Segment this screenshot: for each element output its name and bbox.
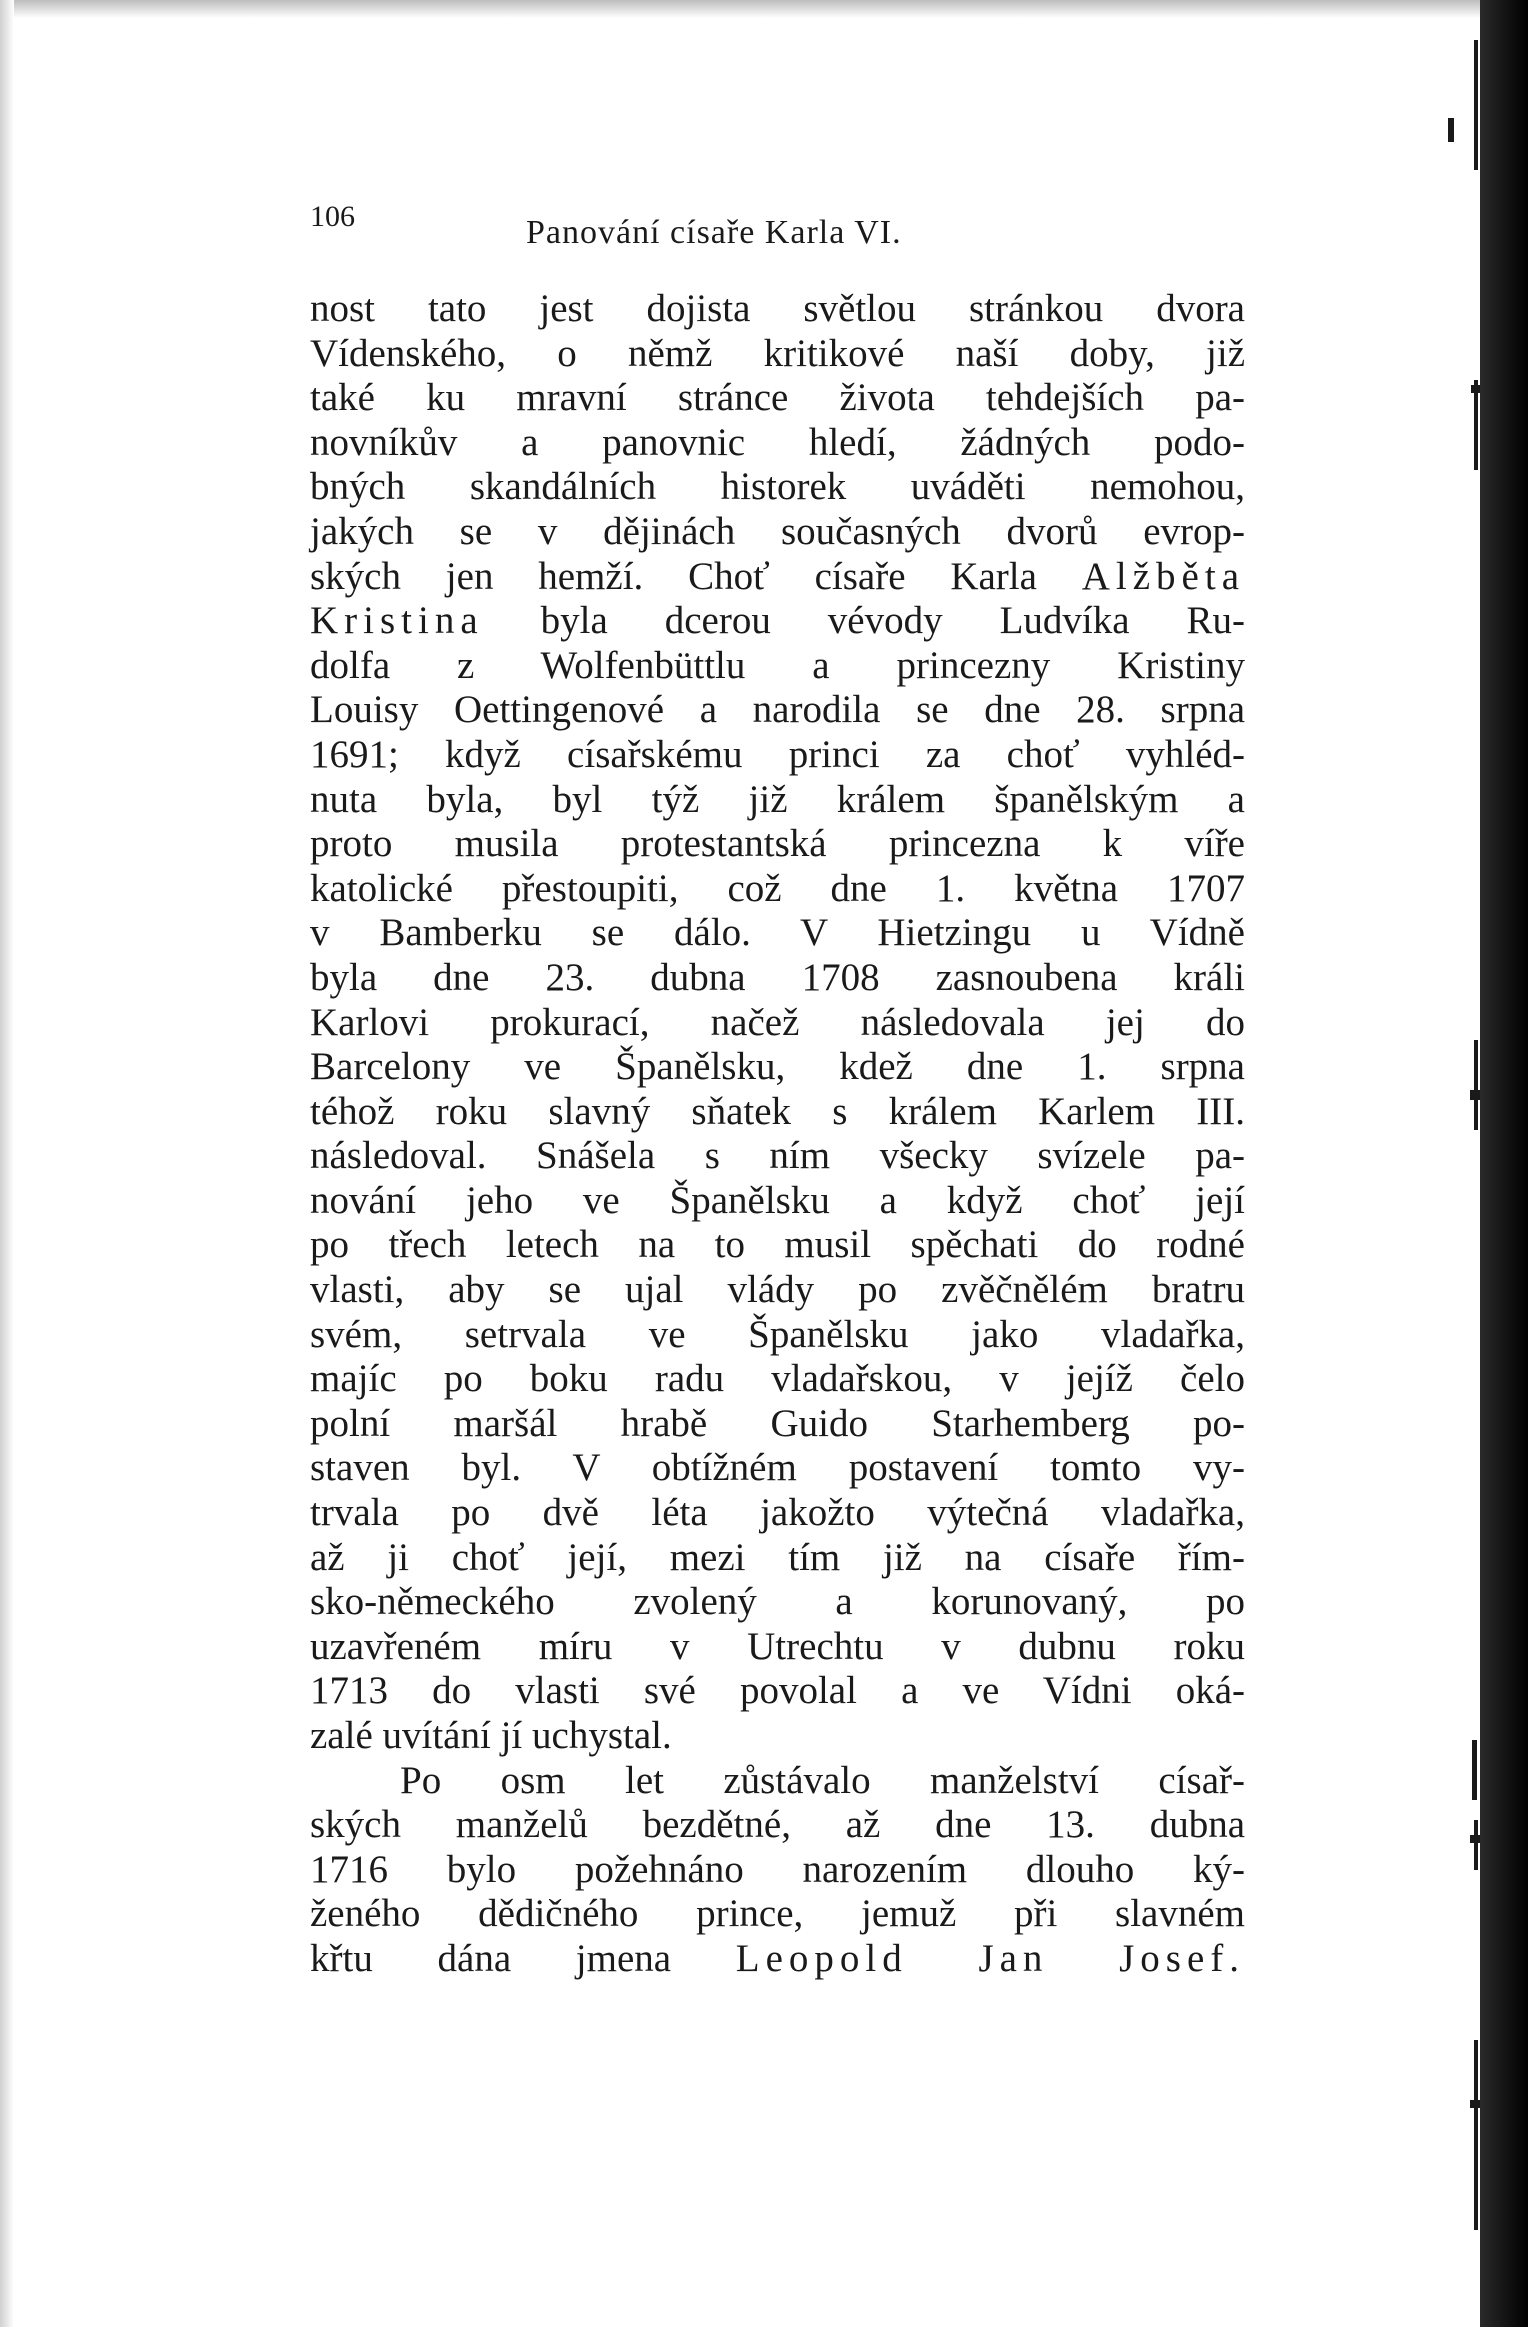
spaced-name: Leopold Jan Josef.	[735, 1936, 1246, 1980]
scan-margin-mark	[1470, 2100, 1480, 2108]
text-line: bných skandálních historek uváděti nemohou,	[310, 465, 1245, 509]
text-line: 1713 do vlasti své povolal a ve Vídni oká-	[310, 1669, 1245, 1713]
text-line: Karlovi prokurací, načež následovala jej do	[310, 1000, 1245, 1044]
scan-dark-edge	[1480, 0, 1528, 2327]
text-line: novníkův a panovnic hledí, žádných podo-	[310, 420, 1245, 464]
scan-margin-mark	[1472, 1740, 1477, 1800]
scan-margin-mark	[1474, 40, 1478, 170]
text-line: nuta byla, byl týž již králem španělským a	[310, 777, 1245, 821]
scan-left-shadow	[0, 0, 14, 2327]
text-line	[310, 599, 1245, 644]
scan-margin-mark	[1474, 1040, 1478, 1130]
text-line: 1691; když císařskému princi za choť vyhléd-	[310, 732, 1245, 776]
text-line: až ji choť její, mezi tím již na císaře řím-	[310, 1535, 1245, 1579]
scan-margin-mark	[1448, 118, 1454, 142]
text-line: Vídenského, o němž kritikové naší doby, již	[310, 331, 1245, 375]
text-line: katolické přestoupiti, což dne 1. května 1707	[310, 866, 1245, 910]
text-line: jakých se v dějinách současných dvorů evrop-	[310, 509, 1245, 553]
text-line	[310, 555, 1245, 600]
text-line: byla dne 23. dubna 1708 zasnoubena králi	[310, 955, 1245, 999]
text-line: zalé uvítání jí uchystal.	[310, 1714, 672, 1757]
text-line: trvala po dvě léta jakožto výtečná vladařka,	[310, 1491, 1245, 1535]
scan-margin-mark	[1470, 1090, 1480, 1100]
page-number: 106	[310, 200, 355, 233]
scan-margin-mark	[1470, 1835, 1480, 1843]
text-fragment: křtu dána jmena	[310, 1936, 672, 1980]
running-title: Panování císaře Karla VI.	[526, 214, 902, 251]
text-line: téhož roku slavný sňatek s králem Karlem III.	[310, 1089, 1245, 1133]
text-line: svém, setrvala ve Španělsku jako vladařka,	[310, 1312, 1245, 1356]
text-line: vlasti, aby se ujal vlády po zvěčnělém bratru	[310, 1268, 1245, 1312]
scan-margin-mark	[1471, 385, 1480, 393]
text-line: Louisy Oettingenové a narodila se dne 28. srpna	[310, 688, 1245, 732]
text-line	[310, 1937, 1245, 1982]
scan-top-shadow	[0, 0, 1480, 18]
text-line: také ku mravní stránce života tehdejších pa-	[310, 376, 1245, 420]
text-line: nost tato jest dojista světlou stránkou dvora	[310, 287, 1245, 330]
text-line: Barcelony ve Španělsku, kdež dne 1. srpna	[310, 1045, 1245, 1089]
text-line: staven byl. V obtížném postavení tomto vy-	[310, 1446, 1245, 1490]
text-line: ských manželů bezdětné, až dne 13. dubna	[310, 1803, 1245, 1847]
text-line: po třech letech na to musil spěchati do rodné	[310, 1223, 1245, 1267]
spaced-name: Kristina	[310, 599, 484, 643]
text-line: sko-německého zvolený a korunovaný, po	[310, 1580, 1245, 1624]
text-line: nování jeho ve Španělsku a když choť její	[310, 1178, 1245, 1222]
text-line: 1716 bylo požehnáno narozením dlouho ký-	[310, 1847, 1245, 1891]
scan-margin-mark	[1474, 2040, 1478, 2230]
text-fragment: byla dcerou vévody Ludvíka Ru-	[540, 599, 1246, 643]
scan-margin-mark	[1474, 1820, 1478, 1870]
text-line: ženého dědičného prince, jemuž při slavném	[310, 1892, 1245, 1936]
text-line: následoval. Snášela s ním všecky svízele pa-	[310, 1134, 1245, 1178]
body-text	[310, 287, 1245, 1982]
text-line: v Bamberku se dálo. V Hietzingu u Vídně	[310, 911, 1245, 955]
text-line: polní maršál hrabě Guido Starhemberg po-	[310, 1401, 1245, 1445]
text-line: uzavřeném míru v Utrechtu v dubnu roku	[310, 1624, 1245, 1668]
text-line: Po osm let zůstávalo manželství císař-	[400, 1758, 1245, 1802]
text-line: proto musila protestantská princezna k víře	[310, 822, 1245, 866]
text-fragment: ských jen hemží. Choť císaře Karla	[310, 554, 1037, 598]
text-line: dolfa z Wolfenbüttlu a princezny Kristiny	[310, 643, 1245, 687]
page-header	[310, 200, 1250, 260]
text-line: majíc po boku radu vladařskou, v jejíž čelo	[310, 1357, 1245, 1401]
spaced-name: Alžběta	[1081, 554, 1246, 598]
scan-margin-mark	[1474, 380, 1478, 470]
